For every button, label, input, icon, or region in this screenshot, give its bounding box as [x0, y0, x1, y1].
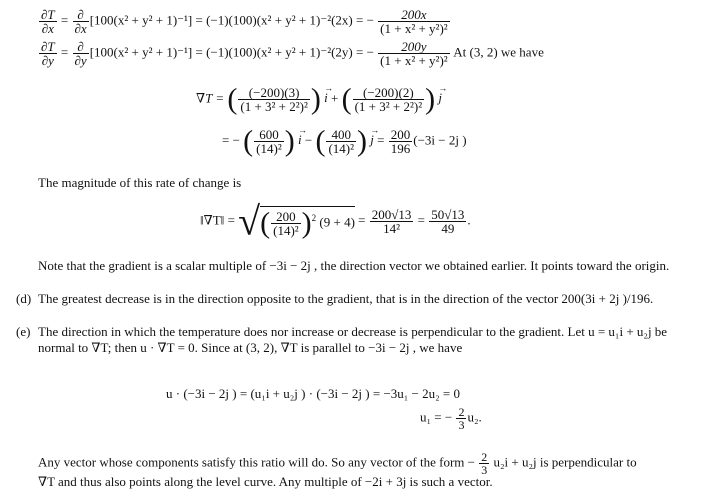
- sqrt-expression: √( $\frac{200}{\text{(14)²}}$ )$^2$ (9 + 4): [238, 198, 355, 244]
- dot-product-line2: [420, 406, 482, 431]
- grad-lhs: ∇T =: [196, 90, 225, 106]
- grad1-frac1: $\frac{(-200)(3)}{\text{(1 + 3² + 2²)²}}$: [240, 85, 308, 114]
- u1-lhs: u₁ = −: [420, 409, 453, 425]
- norm-result1: $\frac{200√13}{\text{14²}}$: [371, 207, 412, 236]
- part-d-text: The greatest decrease is in the direction opposite to the gradient, that is in the direction of the vector 200(3i + 2j )/196.: [38, 291, 654, 306]
- norm-result2: $\frac{50√13}{49}$: [431, 207, 465, 236]
- final-line-2: ∇T and thus also points along the level curve. Any multiple of −2i + 3j is such a vector.: [38, 474, 493, 489]
- norm-eq1: =: [358, 212, 366, 228]
- grad2-tail: (−3i − 2j ): [413, 132, 467, 148]
- dT-dx-fraction: $\frac{\partial T}{\partial x}$: [41, 7, 55, 36]
- final-line-1: [38, 451, 637, 476]
- gradient-note: Note that the gradient is a scalar multiple of −3i − 2j , the direction vector we obtained earlier. It points toward the origin.: [38, 258, 670, 273]
- eq2-tail: At (3, 2) we have: [453, 44, 544, 60]
- eq2-body: [100(x² + y² + 1)⁻¹] = (−1)(100)(x² + y² + 1)⁻²(2y) = −: [89, 44, 374, 60]
- grad1-frac2: $\frac{(-200)(2)}{\text{(1 + 3² + 2²)²}}$: [354, 85, 423, 114]
- final-text-b: u₂i + u₂j is perpendicular to: [493, 454, 637, 470]
- eq1-result-fraction: $\frac{200x}{\text{(1 + x² + y²)²}}$: [380, 7, 448, 36]
- final-text-a: Any vector whose components satisfy this ratio will do. So any vector of the form −: [38, 454, 475, 470]
- grad1-plus: +: [331, 90, 339, 106]
- gradient-line-2: = − ( $\frac{600}{\text{(14)²}}$ ) i → − ( $\frac{400}{\text{(14)²}}$ ) j → = $\frac{200}{196}$ (−3i − 2j ): [222, 128, 467, 155]
- norm-inner-frac: $\frac{200}{\text{(14)²}}$: [273, 209, 299, 238]
- norm-eq2: =: [417, 212, 425, 228]
- grad2-minus: −: [304, 132, 313, 148]
- grad2-eq2: =: [377, 132, 385, 148]
- u1-tail: u₂.: [467, 409, 482, 425]
- eq-partial-x: $\frac{\partial T}{\partial x}$ = $\frac{\partial}{\partial x}$ [100(x² + y² + 1)⁻¹] = (−1)(100)(x² + y² + 1)⁻²(2x) = − $\frac{200x}{\text{(1 + x² + y²)²}}$: [41, 7, 448, 36]
- d-dx-operator: $\frac{\partial}{\partial x}$: [74, 7, 87, 36]
- grad2-frac1: $\frac{600}{\text{(14)²}}$: [256, 127, 282, 156]
- norm-end: .: [467, 212, 471, 228]
- part-e-text: The direction in which the temperature does nor increase or decrease is perpendicular to the gradient. Let u = u₁i + u₂j be normal to ∇T; then u · ∇T = 0. Since at (3, 2), ∇T is parallel to −3i − 2j , we have: [38, 324, 668, 355]
- grad2-frac2: $\frac{400}{\text{(14)²}}$: [328, 127, 355, 156]
- eq2-result-fraction: $\frac{200y}{\text{(1 + x² + y²)²}}$: [380, 39, 448, 68]
- dot-product-line1: u · (−3i − 2j ) = (u₁i + u₂j ) · (−3i − 2j ) = −3u₁ − 2u₂ = 0: [166, 386, 460, 401]
- grad2-eq: = −: [222, 132, 240, 148]
- final-fraction: $\frac{2}{3}$: [481, 450, 488, 477]
- grad2-frac3: $\frac{200}{196}$: [390, 127, 411, 156]
- dT-dy-fraction: $\frac{\partial T}{\partial y}$: [41, 39, 55, 68]
- norm-equation: [200, 198, 471, 244]
- gradient-line-1: ∇T = ( $\frac{(-200)(3)}{\text{(1 + 3² + 2²)²}}$ ) i → + ( $\frac{(-200)(2)}{\text{(1 + 3² + 2²)²}}$ ) j →: [196, 86, 442, 113]
- two-thirds-fraction: $\frac{2}{3}$: [458, 405, 465, 432]
- eq-partial-y: $\frac{\partial T}{\partial y}$ = $\frac{\partial}{\partial y}$ [100(x² + y² + 1)⁻¹] = (−1)(100)(x² + y² + 1)⁻²(2y) = − $\frac{200y}{\text{(1 + x² + y²)²}}$ At (3, 2) we have: [41, 39, 544, 68]
- norm-lhs: ‖∇T‖ =: [200, 212, 235, 228]
- part-e-label: (e): [16, 324, 31, 339]
- eq1-body: [100(x² + y² + 1)⁻¹] = (−1)(100)(x² + y² + 1)⁻²(2x) = −: [89, 12, 374, 28]
- norm-inner-tail: (9 + 4): [319, 214, 355, 230]
- magnitude-intro: The magnitude of this rate of change is: [38, 175, 242, 190]
- d-dy-operator: $\frac{\partial}{\partial y}$: [74, 39, 87, 68]
- part-d-label: (d): [16, 291, 32, 306]
